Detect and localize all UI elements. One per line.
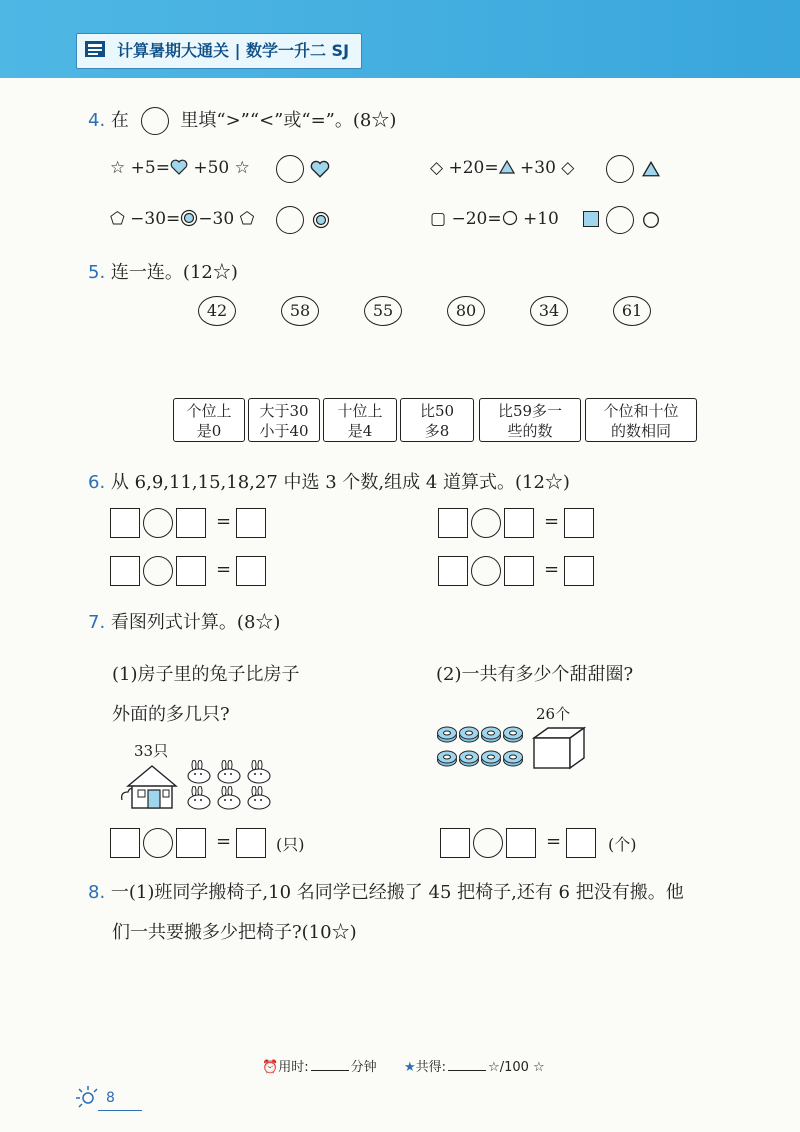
donut-icon [458,724,480,744]
operand-box[interactable] [504,508,534,538]
box-icon [530,722,586,772]
donut-icon [436,724,458,744]
q7-rabbits-inside-count: 33只 [134,742,169,760]
equals-sign: = [216,511,232,532]
q6-text: 从 6,9,11,15,18,27 中选 3 个数,组成 4 道算式。(12☆) [110,472,570,493]
card-line: 小于40 [259,422,309,440]
sun-icon [74,1084,100,1110]
q4-number: 4. [88,110,106,131]
number-oval[interactable]: 34 [530,296,568,326]
card-line: 是4 [347,422,373,440]
header-title: 计算暑期大通关 | 数学一升二 SJ [76,33,362,69]
double-circle-icon [180,209,198,227]
footer-time [262,1056,377,1075]
operator-circle[interactable] [143,556,173,586]
q4-text-after: 里填“>”“<”或“=”。(8☆) [180,110,397,131]
q4-row2-right-expr [430,209,559,229]
result-box[interactable] [236,828,266,858]
operand-box[interactable] [504,556,534,586]
q4-row1-right-part2: +30 ◇ [514,158,575,178]
operand-box[interactable] [110,508,140,538]
q5-number: 5. [88,262,106,283]
heart-icon [170,159,188,175]
operator-circle[interactable] [473,828,503,858]
q7-number: 7. [88,612,106,633]
operand-box[interactable] [110,828,140,858]
star-icon: ★ [404,1060,416,1075]
q4-row2-right-part1: ▢ −20= [430,209,502,229]
q7-part2-line1: (2)一共有多少个甜甜圈? [436,664,634,685]
rabbit-icon [216,786,244,810]
operator-circle[interactable] [471,508,501,538]
q4-row1-right-expr [430,158,574,178]
donut-icon [458,748,480,768]
card-line: 比50 [419,402,455,420]
q4-answer-circle-3[interactable] [276,206,304,234]
description-card[interactable] [585,398,697,442]
description-card[interactable] [479,398,581,442]
q6-prompt [88,468,570,494]
q4-answer-circle-4[interactable] [606,206,634,234]
triangle-icon [642,161,660,177]
donut-icon [502,724,524,744]
square-icon [583,211,599,227]
q8-line2: 们一共要搬多少把椅子?(10☆) [112,922,357,943]
q5-prompt [88,258,238,284]
card-line: 多8 [424,422,450,440]
card-line: 个位上 [186,402,232,420]
operand-box[interactable] [438,556,468,586]
book-icon [84,39,106,59]
equals-sign: = [216,831,232,852]
double-circle-icon [312,211,330,229]
q4-row2-left-part1: ⬠ −30= [110,209,181,229]
operator-circle[interactable] [471,556,501,586]
donut-icon [502,748,524,768]
equals-sign: = [544,511,560,532]
footer-time-label: 用时: [278,1060,309,1075]
page-number-rule [98,1110,142,1111]
result-box[interactable] [566,828,596,858]
operand-box[interactable] [176,508,206,538]
q7-donut-box-count: 26个 [536,705,571,723]
operand-box[interactable] [176,556,206,586]
q7-unit-donuts: (个) [608,835,637,854]
result-box[interactable] [564,556,594,586]
clock-icon: ⏰ [262,1060,279,1075]
q4-circle-sample [141,107,169,135]
house-icon [118,762,180,812]
rabbit-icon [246,760,274,784]
rabbit-icon [246,786,274,810]
footer-score-total: ☆/100 ☆ [488,1060,545,1075]
q4-row1-left-part1: ☆ +5= [110,158,170,178]
number-oval[interactable]: 42 [198,296,236,326]
q4-row2-left-expr [110,209,254,229]
rabbit-icon [186,760,214,784]
q8-line1: 一(1)班同学搬椅子,10 名同学已经搬了 45 把椅子,还有 6 把没有搬。他 [110,882,684,903]
card-line: 大于30 [259,402,309,420]
description-card[interactable] [323,398,397,442]
result-box[interactable] [236,508,266,538]
card-line: 十位上 [337,402,383,420]
q7-prompt [88,608,280,634]
card-line: 的数相同 [610,422,671,440]
card-line: 是0 [196,422,222,440]
operator-circle[interactable] [143,828,173,858]
donut-icon [480,724,502,744]
rabbit-icon [216,760,244,784]
number-oval[interactable]: 61 [613,296,651,326]
description-card[interactable] [400,398,474,442]
footer-time-unit: 分钟 [350,1060,377,1075]
rabbit-icon [186,786,214,810]
q4-row1-left-part2: +50 ☆ [187,158,250,178]
q4-row2-left-part2: −30 ⬠ [198,209,255,229]
result-box[interactable] [236,556,266,586]
donut-icon [436,748,458,768]
result-box[interactable] [564,508,594,538]
q7-unit-rabbits: (只) [276,835,305,854]
score-blank[interactable] [448,1070,486,1071]
card-line: 比59多一 [497,402,563,420]
q7-text: 看图列式计算。(8☆) [110,612,281,633]
footer-score-label: 共得: [415,1060,447,1075]
donut-icon [480,748,502,768]
operand-box[interactable] [440,828,470,858]
small-circle-icon [642,211,660,229]
operator-circle[interactable] [143,508,173,538]
small-circle-icon [502,210,518,226]
equals-sign: = [546,831,562,852]
operand-box[interactable] [176,828,206,858]
q4-answer-circle-2[interactable] [606,155,634,183]
number-oval[interactable]: 80 [447,296,485,326]
q8-number: 8. [88,882,106,903]
q4-prompt [88,106,396,135]
equals-sign: = [216,559,232,580]
q7-part1-line1: (1)房子里的兔子比房子 [112,664,300,685]
triangle-icon [499,160,515,174]
card-line: 些的数 [507,422,553,440]
description-card[interactable] [248,398,320,442]
operand-box[interactable] [110,556,140,586]
equals-sign: = [544,559,560,580]
q5-text: 连一连。(12☆) [110,262,238,283]
operand-box[interactable] [438,508,468,538]
q6-number: 6. [88,472,106,493]
q4-answer-circle-1[interactable] [276,155,304,183]
description-card[interactable] [173,398,245,442]
number-oval[interactable]: 58 [281,296,319,326]
operand-box[interactable] [506,828,536,858]
time-blank[interactable] [311,1070,349,1071]
footer-score [404,1056,545,1075]
page-number: 8 [106,1090,115,1106]
card-line: 个位和十位 [603,402,679,420]
q4-row1-right-part1: ◇ +20= [430,158,499,178]
q8-prompt-line1 [88,878,684,904]
q4-row1-left-expr [110,158,250,178]
q4-text-before: 在 [110,110,129,131]
heart-icon [310,160,330,178]
q7-part1-line2: 外面的多几只? [112,704,230,725]
q4-row2-right-part2: +10 [517,209,559,229]
number-oval[interactable]: 55 [364,296,402,326]
